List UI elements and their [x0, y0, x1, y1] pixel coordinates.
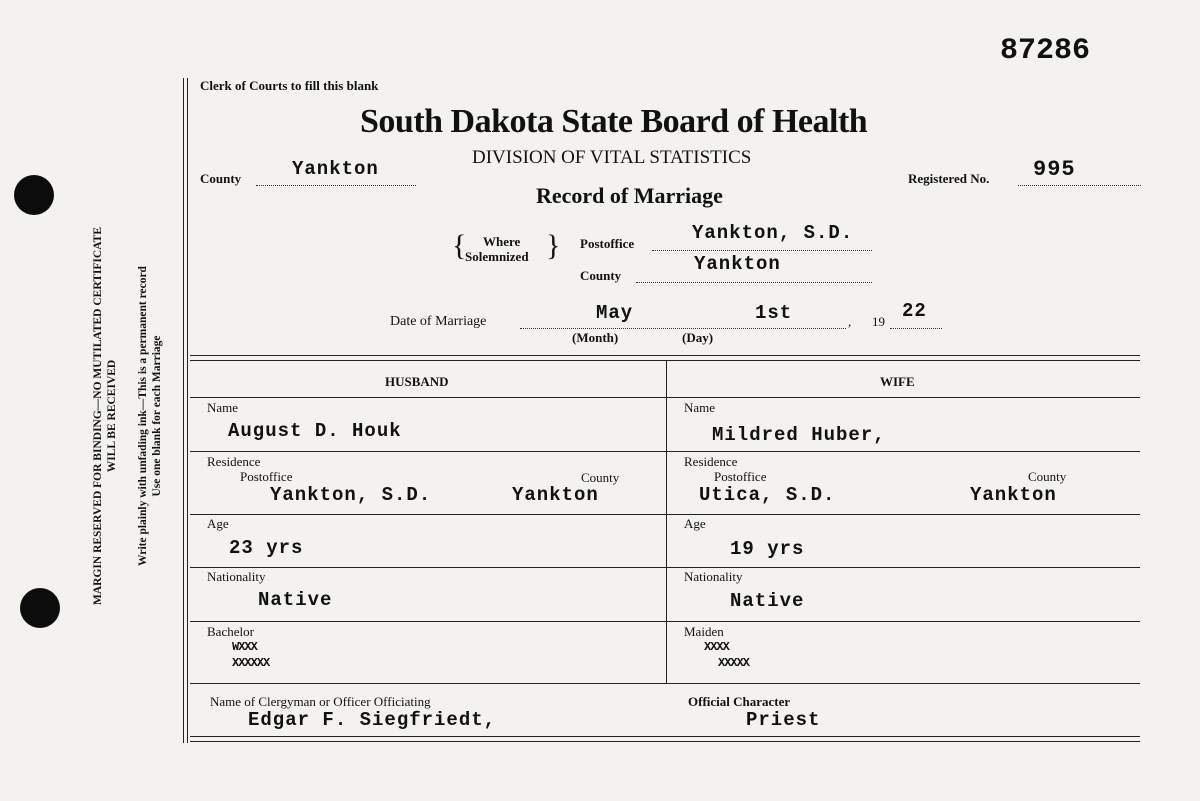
wife-postoffice: Utica, S.D.	[699, 484, 836, 506]
wife-status-label: Maiden	[684, 624, 724, 639]
date-year-line	[890, 328, 942, 329]
county-line	[256, 185, 416, 186]
clergy-name: Edgar F. Siegfriedt,	[248, 709, 497, 731]
where-county-line	[636, 282, 872, 283]
where-label-2: Solemnized	[465, 249, 529, 264]
day-caption: (Day)	[682, 330, 714, 345]
clerk-note: Clerk of Courts to fill this blank	[200, 78, 379, 93]
date-century: 19	[872, 314, 885, 329]
wife-nationality-label: Nationality	[684, 569, 743, 584]
table-center-divider	[666, 361, 667, 683]
county-value: Yankton	[292, 158, 379, 180]
binding-hole-bottom	[20, 588, 60, 628]
date-month: May	[596, 302, 634, 324]
date-line-month-day	[520, 328, 846, 329]
husband-header: HUSBAND	[385, 374, 449, 389]
where-county-label: County	[580, 268, 622, 283]
husband-name: August D. Houk	[228, 420, 402, 442]
husband-nationality-label: Nationality	[207, 569, 266, 584]
table-top-rule-1	[190, 355, 1140, 356]
row-rule-4	[190, 567, 1140, 568]
date-year: 22	[902, 300, 927, 322]
husband-county: Yankton	[512, 484, 599, 506]
husband-county-label: County	[581, 470, 620, 485]
date-day: 1st	[755, 302, 793, 324]
where-postoffice-label: Postoffice	[580, 236, 635, 251]
husband-status-strike-1: WXXX	[232, 640, 257, 654]
wife-header: WIFE	[880, 374, 915, 389]
wife-status-strike-1: XXXX	[704, 640, 729, 654]
registered-line	[1018, 185, 1141, 186]
margin-binding-notice: MARGIN RESERVED FOR BINDING—NO MUTILATED CERTIFICATE WILL BE RECEIVED	[92, 227, 118, 605]
division-heading: DIVISION OF VITAL STATISTICS	[472, 147, 752, 168]
where-brace-left: {	[452, 229, 467, 262]
clergy-label: Name of Clergyman or Officer Officiating	[210, 694, 431, 709]
registered-label: Registered No.	[908, 171, 990, 186]
husband-nationality: Native	[258, 589, 333, 611]
record-heading: Record of Marriage	[536, 183, 723, 208]
row-rule-6	[190, 683, 1140, 684]
form-left-border	[183, 78, 184, 743]
husband-age: 23 yrs	[229, 537, 304, 559]
row-rule-1	[190, 397, 1140, 398]
husband-status-label: Bachelor	[207, 624, 254, 639]
husband-postoffice: Yankton, S.D.	[270, 484, 432, 506]
form-title: South Dakota State Board of Health	[360, 103, 868, 140]
wife-county: Yankton	[970, 484, 1057, 506]
bottom-rule-1	[190, 736, 1140, 737]
wife-status-strike-2: XXXXX	[718, 656, 750, 670]
county-label: County	[200, 171, 242, 186]
serial-number: 87286	[1000, 34, 1091, 68]
wife-age-label: Age	[684, 516, 706, 531]
husband-name-label: Name	[207, 400, 239, 415]
registered-value: 995	[1033, 157, 1076, 182]
row-rule-5	[190, 621, 1140, 622]
official-character: Priest	[746, 709, 821, 731]
wife-nationality: Native	[730, 590, 805, 612]
wife-name: Mildred Huber,	[712, 424, 886, 446]
wife-residence-label: Residence	[684, 454, 738, 469]
where-postoffice-line	[652, 250, 872, 251]
bottom-rule-2	[190, 741, 1140, 742]
date-comma: ,	[848, 314, 852, 329]
husband-age-label: Age	[207, 516, 229, 531]
wife-postoffice-label: Postoffice	[714, 469, 767, 484]
row-rule-3	[190, 514, 1140, 515]
where-postoffice-value: Yankton, S.D.	[692, 222, 854, 244]
where-label-1: Where	[483, 234, 521, 249]
wife-county-label: County	[1028, 469, 1067, 484]
husband-postoffice-label: Postoffice	[240, 469, 293, 484]
husband-status-strike-2: XXXXXX	[232, 656, 270, 670]
margin-ink-notice: Write plainly with unfading ink—This is a permanent record Use one blank for each Marriage	[137, 266, 163, 566]
where-county-value: Yankton	[694, 253, 781, 275]
binding-hole-top	[14, 175, 54, 215]
table-top-rule-2	[190, 360, 1140, 361]
form-left-border-inner	[187, 78, 188, 743]
wife-name-label: Name	[684, 400, 716, 415]
where-brace-right: }	[546, 229, 561, 262]
official-character-label: Official Character	[688, 694, 791, 709]
date-label: Date of Marriage	[390, 314, 487, 329]
husband-residence-label: Residence	[207, 454, 261, 469]
wife-age: 19 yrs	[730, 538, 805, 560]
row-rule-2	[190, 451, 1140, 452]
month-caption: (Month)	[572, 330, 619, 345]
